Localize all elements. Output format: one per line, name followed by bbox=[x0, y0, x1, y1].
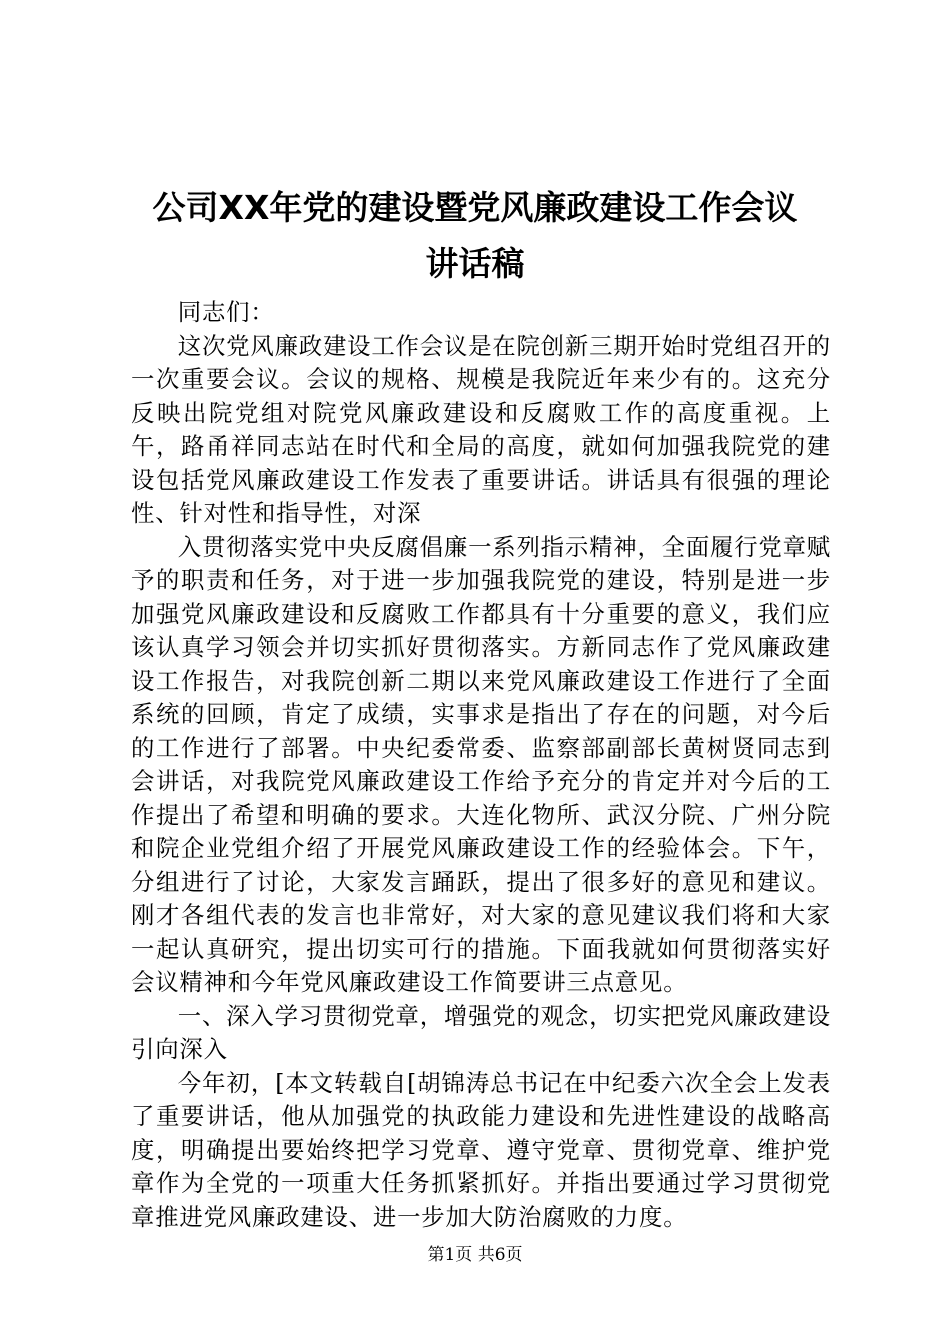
salutation-paragraph: 同志们： bbox=[177, 298, 275, 326]
section-heading-paragraph: 一、深入学习贯彻党章，增强党的观念，切实把党风廉政建设引向深入 bbox=[131, 1001, 831, 1063]
document-title-line-1: 公司XX年党的建设暨党风廉政建设工作会议 bbox=[152, 188, 798, 227]
document-body bbox=[131, 296, 831, 1234]
body-paragraph: 这次党风廉政建设工作会议是在院创新三期开始时党组召开的一次重要会议。会议的规格、规模是我院近年来少有的。这充分反映出院党组对院党风廉政建设和反腐败工作的高度重视。上午，路甬祥同志站在时代和全局的高度，就如何加强我院党的建设包括党风廉政建设工作发表了重要讲话。讲话具有很强的理论性、针对性和指导性，对深 bbox=[131, 331, 831, 527]
body-paragraph: 今年初，[本文转载自[胡锦涛总书记在中纪委六次全会上发表了重要讲话，他从加强党的执政能力建设和先进性建设的战略高度，明确提出要始终把学习党章、遵守党章、贯彻党章、维护党章作为全党的一项重大任务抓紧抓好。并指出要通过学习贯彻党章推进党风廉政建设、进一步加大防治腐败的力度。 bbox=[131, 1068, 831, 1231]
document-title-line-2: 讲话稿 bbox=[425, 244, 525, 283]
page-number-footer: 第1页 共6页 bbox=[427, 1245, 523, 1265]
body-paragraph: 入贯彻落实党中央反腐倡廉一系列指示精神，全面履行党章赋予的职责和任务，对于进一步加强我院党的建设，特别是进一步加强党风廉政建设和反腐败工作都具有十分重要的意义，我们应该认真学习领会并切实抓好贯彻落实。方新同志作了党风廉政建设工作报告，对我院创新二期以来党风廉政建设工作进行了全面系统的回顾，肯定了成绩，实事求是指出了存在的问题，对今后的工作进行了部署。中央纪委常委、监察部副部长黄树贤同志到会讲话，对我院党风廉政建设工作给予充分的肯定并对今后的工作提出了希望和明确的要求。大连化物所、武汉分院、广州分院和院企业党组介绍了开展党风廉政建设工作的经验体会。下午，分组进行了讨论，大家发言踊跃，提出了很多好的意见和建议。刚才各组代表的发言也非常好，对大家的意见建议我们将和大家一起认真研究，提出切实可行的措施。下面我就如何贯彻落实好会议精神和今年党风廉政建设工作简要讲三点意见。 bbox=[131, 532, 831, 996]
